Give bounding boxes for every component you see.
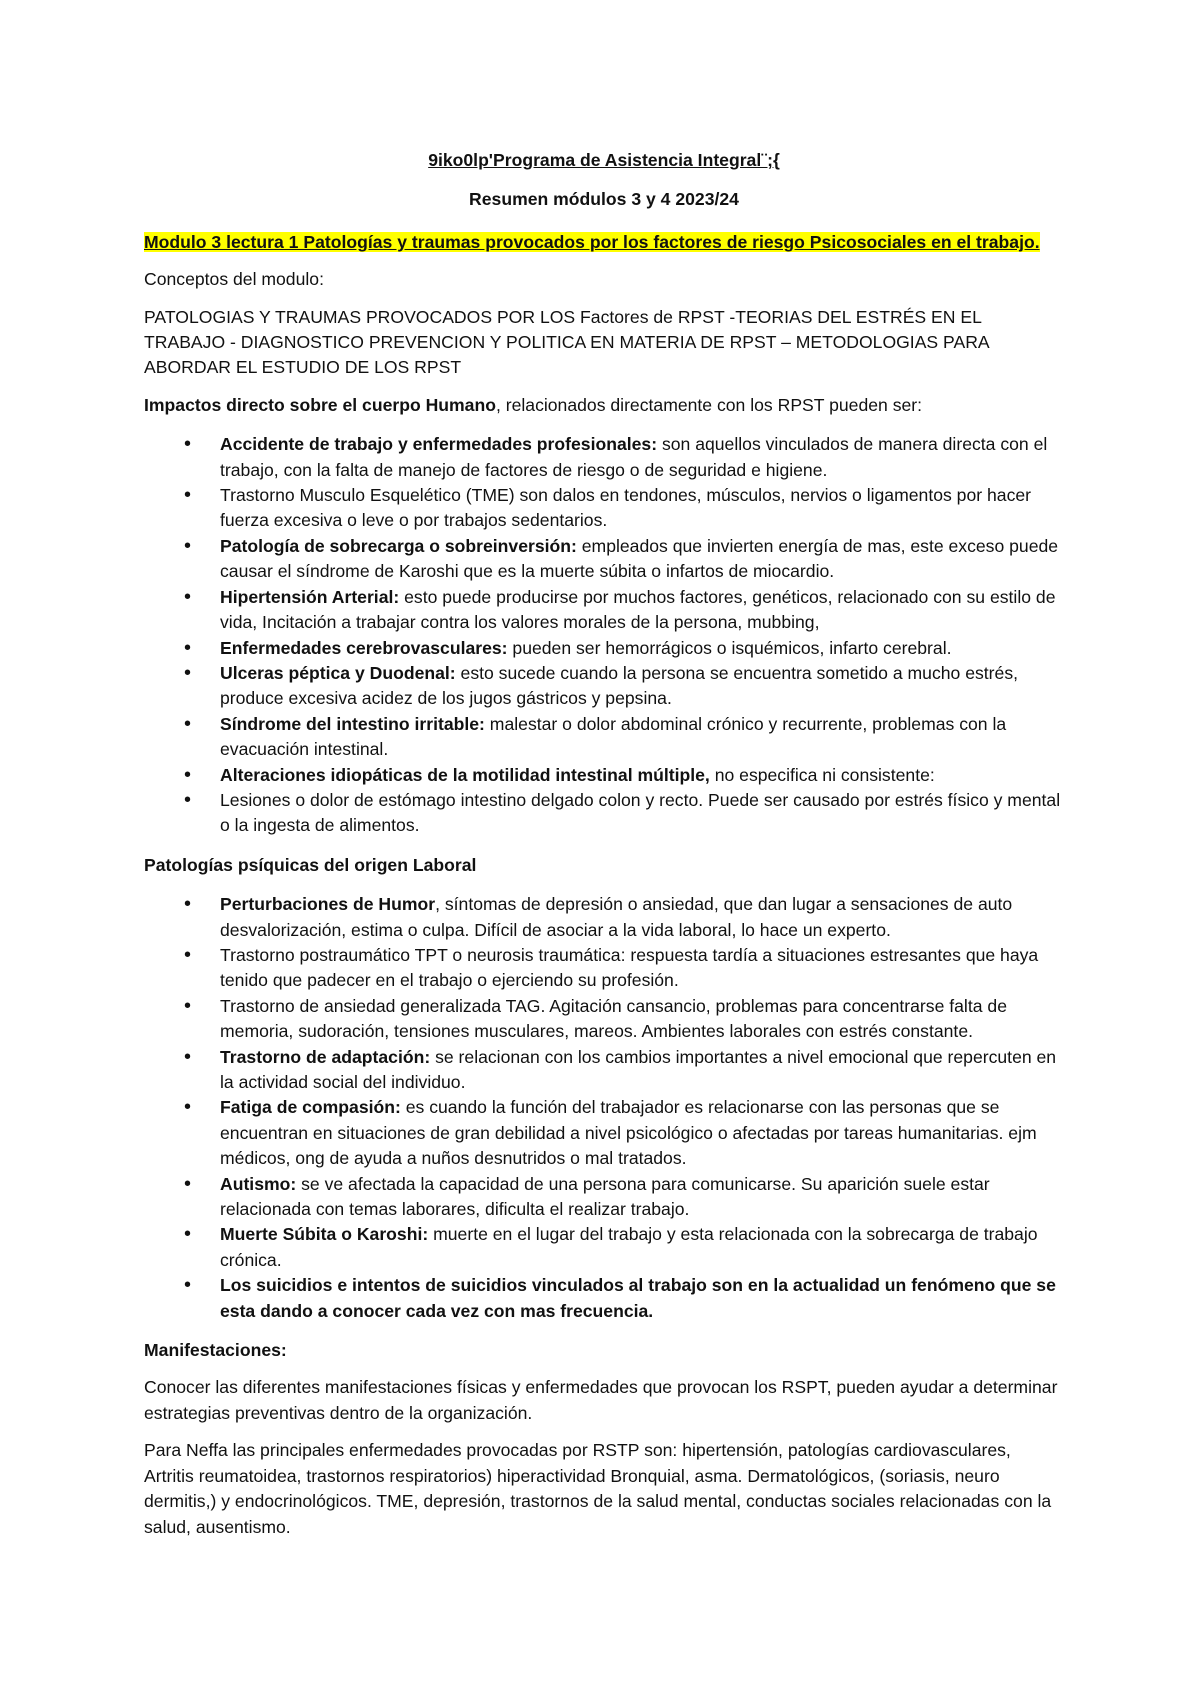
impacts-intro <box>144 393 1064 418</box>
document-subtitle: Resumen módulos 3 y 4 2023/24 <box>469 189 739 210</box>
list-item-bold: Alteraciones idiopáticas de la motilidad intestinal múltiple, <box>220 764 710 785</box>
list-item-bold: Fatiga de compasión: <box>220 1097 401 1118</box>
list-item-bold: Muerte Súbita o Karoshi: <box>220 1224 429 1245</box>
list-item-bold: Los suicidios e intentos de suicidios vinculados al trabajo son en la actualidad un fenómeno que se esta dando a conocer cada vez con mas frecuencia. <box>220 1275 1056 1321</box>
list-item-bold: Trastorno de adaptación: <box>220 1046 431 1067</box>
list-item-text: pueden ser hemorrágicos o isquémicos, infarto cerebral. <box>507 637 952 658</box>
list-item-bold: Ulceras péptica y Duodenal: <box>220 662 456 683</box>
list-item-text: malestar o dolor abdominal crónico y recurrente, problemas con la evacuación intestinal. <box>220 713 1007 760</box>
psychic-heading: Patologías psíquicas del origen Laboral <box>144 854 477 875</box>
list-item <box>144 1222 1064 1273</box>
list-item <box>144 763 1064 788</box>
list-item <box>144 483 1064 534</box>
manifestations-paragraph-2: Para Neffa las principales enfermedades provocadas por RSTP son: hipertensión, patologías cardiovasculares, Artritis reumatoidea, trastornos respiratorios) hiperactividad Bronquial, asma. Dermatológicos, (soriasis, neuro dermitis,) y endocrinológicos. TME, depresión, trastornos de la salud mental, conductas sociales relacionadas con la salud, ausentismo. <box>144 1440 1052 1537</box>
list-item-text: Trastorno postraumático TPT o neurosis traumática: respuesta tardía a situaciones estresantes que haya tenido que padecer en el trabajo o ejerciendo su profesión. <box>220 944 1039 991</box>
list-item-text: Trastorno de ansiedad generalizada TAG. Agitación cansancio, problemas para concentrarse falta de memoria, sudoración, tensiones musculares, mareos. Ambientes laborales con estrés constante. <box>220 995 1007 1042</box>
list-item-text: esto puede producirse por muchos factores, genéticos, relacionado con su estilo de vida, Incitación a trabajar contra los valores morales de la persona, mubbing, <box>220 586 1056 633</box>
list-item-text: se relacionan con los cambios importantes a nivel emocional que repercuten en la actividad social del individuo. <box>220 1046 1057 1092</box>
list-item-text: , síntomas de depresión o ansiedad, que dan lugar a sensaciones de auto desvalorización, estima o culpa. Difícil de asociar a la vida laboral, lo hace un experto. <box>220 894 1013 940</box>
list-item-bold: Perturbaciones de Humor <box>220 894 436 915</box>
list-item <box>144 1172 1064 1223</box>
list-item-text: Lesiones o dolor de estómago intestino delgado colon y recto. Puede ser causado por estrés físico y mental o la ingesta de alimentos. <box>220 789 1061 836</box>
document-body <box>144 144 1064 1540</box>
list-item-text: no especifica ni consistente: <box>709 764 935 785</box>
list-item-bold: Accidente de trabajo y enfermedades profesionales: <box>220 434 658 455</box>
list-item-bold: Síndrome del intestino irritable: <box>220 713 485 734</box>
psychic-list <box>144 892 1064 1324</box>
manifestations-heading: Manifestaciones: <box>144 1340 287 1361</box>
list-item-bold: Enfermedades cerebrovasculares: <box>220 637 508 658</box>
list-item <box>144 712 1064 763</box>
list-item <box>144 534 1064 585</box>
concepts-text: PATOLOGIAS Y TRAUMAS PROVOCADOS POR LOS Factores de RPST -TEORIAS DEL ESTRÉS EN EL TRABAJO - DIAGNOSTICO PREVENCION Y POLITICA EN MATERIA DE RPST – METODOLOGIAS PARA ABORDAR EL ESTUDIO DE LOS RPST <box>144 306 989 378</box>
list-item <box>144 994 1064 1045</box>
module-heading-text: Modulo 3 lectura 1 Patologías y traumas provocados por los factores de riesgo Psicosociales en el trabajo. <box>144 231 1040 252</box>
list-item <box>144 943 1064 994</box>
impacts-intro-bold: Impactos directo sobre el cuerpo Humano <box>144 394 496 415</box>
list-item-text: esto sucede cuando la persona se encuentra sometido a mucho estrés, produce excesiva acidez de los jugos gástricos y pepsina. <box>220 662 1019 709</box>
list-item <box>144 432 1064 483</box>
impacts-intro-rest: , relacionados directamente con los RPST pueden ser: <box>495 394 923 415</box>
list-item <box>144 1273 1064 1324</box>
document-title: 9iko0lp'Programa de Asistencia Integral¨;{ <box>428 150 780 170</box>
list-item <box>144 1095 1064 1171</box>
impacts-list <box>144 432 1064 839</box>
list-item-bold: Hipertensión Arterial: <box>220 586 400 607</box>
list-item-bold: Autismo: <box>220 1173 297 1194</box>
list-item <box>144 636 1064 661</box>
list-item-text: empleados que invierten energía de mas, este exceso puede causar el síndrome de Karoshi que es la muerte súbita o infartos de miocardio. <box>220 535 1059 582</box>
list-item-bold: Patología de sobrecarga o sobreinversión: <box>220 535 577 556</box>
list-item-text: es cuando la función del trabajador es relacionarse con las personas que se encuentran en situaciones de gran debilidad a nivel psicológico o afectadas por tareas humanitarias. ejm médicos, ong de ayuda a nuños desnutridos o mal tratados. <box>220 1097 1037 1169</box>
concepts-label: Conceptos del modulo: <box>144 269 324 290</box>
list-item <box>144 788 1064 839</box>
list-item <box>144 661 1064 712</box>
list-item <box>144 585 1064 636</box>
module-heading <box>144 230 1064 255</box>
list-item-text: Trastorno Musculo Esquelético (TME) son dalos en tendones, músculos, nervios o ligamentos por hacer fuerza excesiva o leve o por trabajos sedentarios. <box>220 485 1032 531</box>
list-item-text: son aquellos vinculados de manera directa con el trabajo, con la falta de manejo de factores de riesgo o de seguridad e higiene. <box>220 434 1048 480</box>
list-item-text: muerte en el lugar del trabajo y esta relacionada con la sobrecarga de trabajo crónica. <box>220 1224 1038 1270</box>
list-item-text: se ve afectada la capacidad de una persona para comunicarse. Su aparición suele estar relacionada con temas laborares, dificulta el realizar trabajo. <box>220 1173 990 1220</box>
list-item <box>144 892 1064 943</box>
list-item <box>144 1045 1064 1096</box>
manifestations-paragraph-1: Conocer las diferentes manifestaciones físicas y enfermedades que provocan los RSPT, pueden ayudar a determinar estrategias preventivas dentro de la organización. <box>144 1377 1058 1423</box>
